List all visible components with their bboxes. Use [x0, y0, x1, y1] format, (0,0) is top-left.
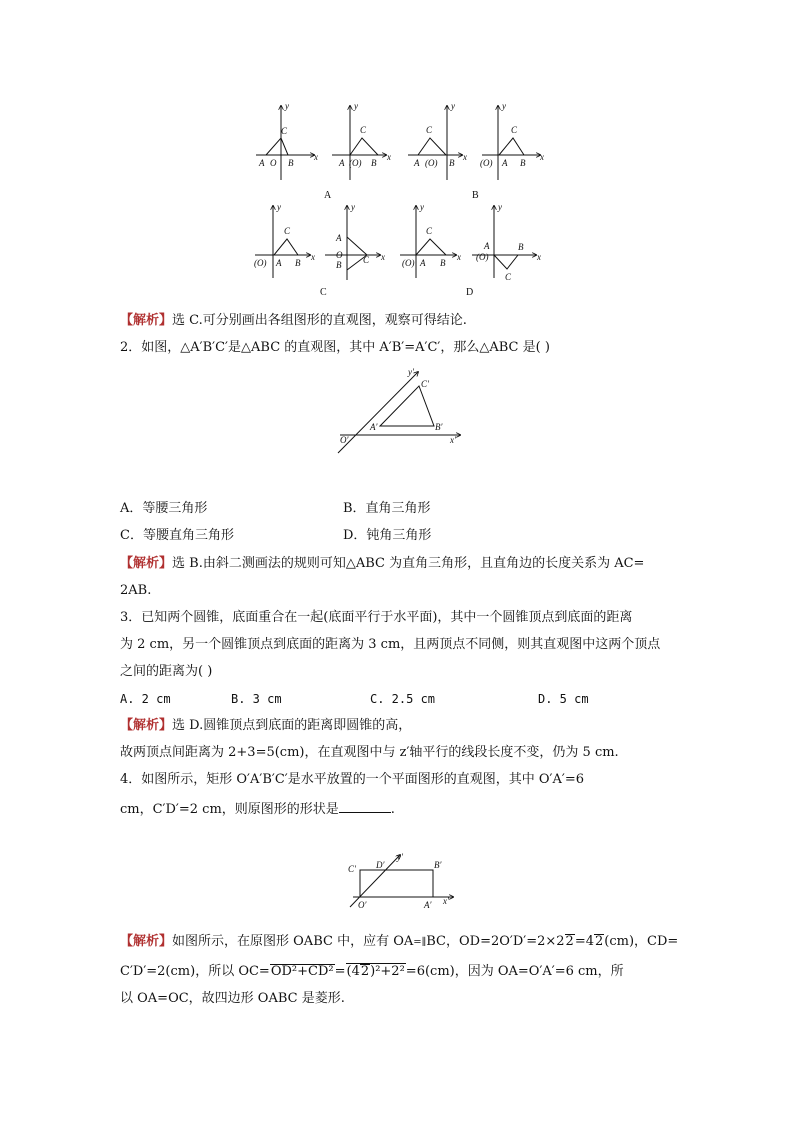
- q2-option-b: B．直角三角形: [343, 501, 431, 516]
- figure-label: (O): [254, 258, 267, 268]
- sqrt-expression: [346, 963, 406, 978]
- q4-figure: [345, 850, 460, 912]
- parallel-equal-symbol: =∥: [413, 937, 427, 948]
- analysis-tag: 【解析】: [120, 313, 173, 328]
- figure-label: A′: [424, 900, 432, 910]
- q2-option-a: A．等腰三角形: [120, 501, 208, 516]
- figure-label: A: [420, 258, 426, 268]
- q3-option-c: C. 2.5 cm: [370, 692, 436, 706]
- analysis-tag: 【解析】: [120, 718, 173, 733]
- q4-analysis-text: BC，OD=2O′D′=2×2: [426, 934, 565, 949]
- q4-analysis-text: =: [334, 964, 346, 979]
- figure-label: x′: [450, 435, 456, 445]
- q4-stem-line2: [120, 800, 395, 818]
- figure-label: B: [520, 158, 526, 168]
- q4-analysis-text: 如图所示，在原图形 OABC 中，应有 OA: [172, 934, 414, 949]
- q4-stem-end: .: [390, 802, 395, 817]
- figure-label: D′: [376, 860, 385, 870]
- figure-label: O′: [340, 435, 349, 445]
- figure-label: x: [381, 252, 385, 262]
- question1-figure: [250, 100, 550, 300]
- figure-option-b: B: [472, 190, 479, 201]
- q2-analysis-line2: 2AB.: [120, 583, 152, 598]
- figure-label: x: [311, 252, 315, 262]
- figure-label: B: [336, 260, 342, 270]
- q4-analysis-text: (4: [346, 964, 360, 979]
- sqrt-2: 2: [360, 964, 370, 979]
- q1-analysis-text: 选 C.可分别画出各组图形的直观图，观察可得结论.: [172, 313, 467, 328]
- figure-label: O′: [358, 900, 367, 910]
- figure-label: C: [511, 125, 518, 135]
- q3-analysis-line2: 故两顶点间距离为 2+3=5(cm)，在直观图中与 z′轴平行的线段长度不变，仍为 5 cm.: [120, 745, 619, 760]
- q3-analysis-line1: [120, 718, 411, 734]
- figure-label: x: [457, 252, 461, 262]
- figure-label: y: [420, 202, 424, 212]
- q4-analysis-text: C′D′=2(cm)，所以 OC=: [120, 964, 270, 979]
- sqrt-2: 2: [595, 934, 604, 949]
- analysis-tag: 【解析】: [120, 556, 173, 571]
- figure-label: B: [449, 158, 455, 168]
- figure-label: C: [360, 125, 367, 135]
- answer-blank: [339, 800, 391, 813]
- figure-option-c: C: [320, 287, 327, 298]
- q2-stem: 2．如图，△A′B′C′是△ABC 的直观图，其中 A′B′=A′C′，那么△ABC 是( ): [120, 340, 550, 355]
- q4-analysis-line3: 以 OA=OC，故四边形 OABC 是菱形.: [120, 991, 345, 1006]
- q2-analysis-line1: [120, 556, 644, 572]
- sqrt-2: 2: [565, 934, 574, 949]
- q4-analysis-text: =4: [574, 934, 594, 949]
- q2-figure: [330, 365, 470, 460]
- figure-label: A: [414, 158, 420, 168]
- q3-analysis-text: 选 D.圆锥顶点到底面的距离即圆锥的高，: [172, 718, 412, 733]
- figure-label: A: [259, 158, 265, 168]
- figure-label: B: [295, 258, 301, 268]
- q4-analysis-line2: [120, 963, 624, 980]
- figure-label: A: [336, 233, 342, 243]
- figure-label: C: [284, 226, 291, 236]
- figure-label: C: [281, 126, 288, 136]
- q2-option-c: C．等腰直角三角形: [120, 528, 234, 543]
- figure-label: C: [505, 272, 512, 282]
- q4-analysis-text: =6(cm)，因为 OA=O′A′=6 cm，所: [405, 964, 624, 979]
- q3-stem-line3: 之间的距离为( ): [120, 664, 213, 679]
- figure-label: y: [354, 101, 358, 111]
- figure-label: (O): [349, 158, 362, 168]
- figure-label: C′: [348, 864, 356, 874]
- figure-label: y′: [408, 367, 414, 377]
- figure-label: O: [270, 158, 277, 168]
- q4-analysis-text: (cm)，CD=: [604, 934, 679, 949]
- figure-label: B′: [435, 422, 443, 432]
- figure-label: (O): [476, 252, 489, 262]
- q2-option-d: D．钝角三角形: [343, 528, 432, 543]
- sqrt-od-cd: OD²+CD²: [270, 964, 334, 979]
- figure-label: (O): [480, 158, 493, 168]
- figure-label: B: [518, 242, 524, 252]
- q3-stem-line1: 3．已知两个圆锥，底面重合在一起(底面平行于水平面)，其中一个圆锥顶点到底面的距离: [120, 610, 633, 625]
- q2-analysis-text: 选 B.由斜二测画法的规则可知△ABC 为直角三角形，且直角边的长度关系为 AC=: [172, 556, 645, 571]
- q3-option-d: D. 5 cm: [538, 692, 589, 706]
- figure-label: (O): [425, 158, 438, 168]
- figure-label: C′: [421, 379, 429, 389]
- q4-stem-line1: 4．如图所示，矩形 O′A′B′C′是水平放置的一个平面图形的直观图，其中 O′A′=6: [120, 772, 585, 787]
- figure-label: y: [277, 202, 281, 212]
- figure-label: B′: [434, 860, 442, 870]
- figure-label: x: [537, 252, 541, 262]
- figure-label: B: [288, 158, 294, 168]
- figure-label: C: [426, 125, 433, 135]
- figure-label: A: [276, 258, 282, 268]
- q3-option-a: A. 2 cm: [120, 692, 171, 706]
- q3-option-b: B. 3 cm: [231, 692, 282, 706]
- figure-label: A: [484, 241, 490, 251]
- figure-label: x: [314, 152, 318, 162]
- figure-label: C: [363, 255, 370, 265]
- q3-stem-line2: 为 2 cm，另一个圆锥顶点到底面的距离为 3 cm，且两顶点不同侧，则其直观图中这两个顶点: [120, 637, 661, 652]
- figure-label: B: [371, 158, 377, 168]
- figure-label: B: [440, 258, 446, 268]
- figure-option-d: D: [466, 287, 474, 298]
- figure-label: y: [285, 101, 289, 111]
- figure-option-a: A: [324, 190, 332, 201]
- analysis-tag: 【解析】: [120, 934, 173, 949]
- q4-analysis-line1: [120, 934, 678, 951]
- figure-label: x: [540, 152, 544, 162]
- figure-label: A: [502, 158, 508, 168]
- figure-label: y: [351, 202, 355, 212]
- figure-label: O: [336, 250, 343, 260]
- figure-label: A′: [370, 422, 378, 432]
- q1-analysis: [120, 313, 467, 329]
- figure-label: y′: [397, 852, 403, 862]
- figure-label: A: [339, 158, 345, 168]
- q4-analysis-text: )²+2²: [370, 964, 405, 979]
- figure-label: y: [498, 202, 502, 212]
- q4-stem-text: cm，C′D′=2 cm，则原图形的形状是: [120, 802, 339, 817]
- figure-label: x: [463, 152, 467, 162]
- figure-label: x′: [443, 896, 449, 906]
- figure-label: C: [426, 226, 433, 236]
- figure-label: x: [387, 152, 391, 162]
- figure-label: (O): [402, 258, 415, 268]
- figure-label: y: [502, 101, 506, 111]
- figure-label: y: [451, 101, 455, 111]
